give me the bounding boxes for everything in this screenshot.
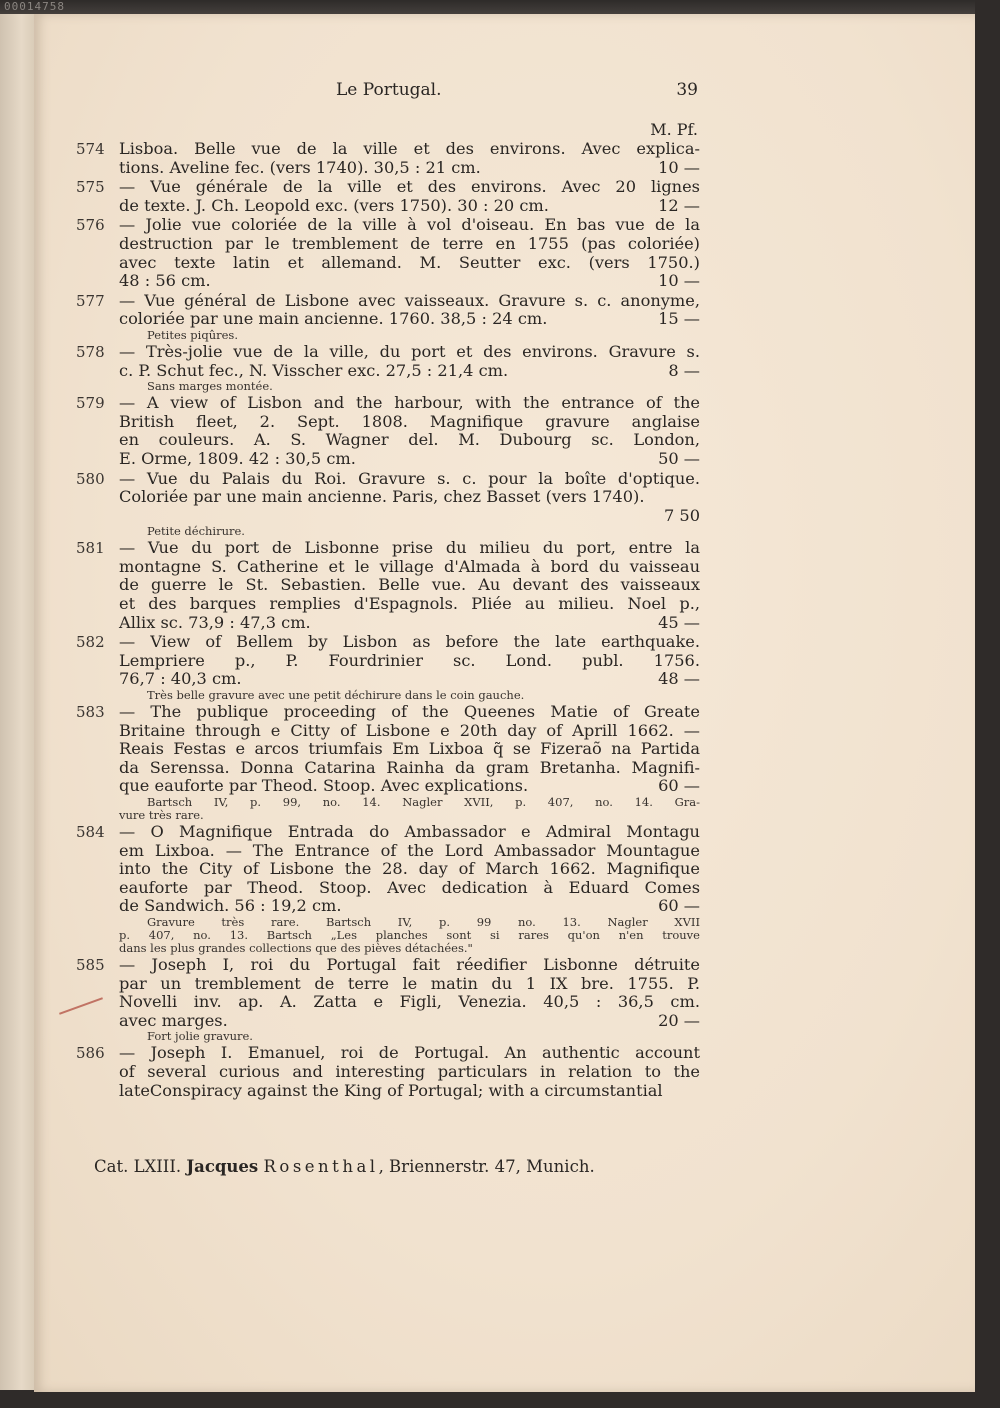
- entry-line: [119, 1082, 700, 1101]
- entry-price: 60 —: [658, 896, 700, 916]
- entry-text: — Jolie vue coloriée de la ville à vol d'oiseau. En bas vue de la: [119, 215, 700, 235]
- footer: [94, 1157, 595, 1176]
- entry-line: [119, 740, 700, 759]
- entry-price: 7 50: [663, 505, 700, 525]
- entry-text: — Vue générale de la ville et des environs. Avec 20 lignes: [119, 177, 700, 197]
- entry-line: [119, 823, 700, 842]
- entry-note: p. 407, no. 13. Bartsch „Les planches sont si rares qu'on n'en trouve: [119, 927, 700, 942]
- entry-price: 20 —: [658, 1010, 700, 1030]
- entry-line: [119, 539, 700, 558]
- entry-line: [119, 759, 700, 778]
- entry-line: [119, 1063, 700, 1082]
- catalog-entry: [76, 216, 700, 290]
- entry-note: Sans marges montée.: [147, 379, 273, 394]
- entry-line: [119, 897, 700, 916]
- entry-text: Britaine through e Citty of Lisbone e 20th day of Aprill 1662. —: [119, 720, 700, 740]
- catalog-entry: [76, 178, 700, 215]
- entry-line: [119, 216, 700, 235]
- scan-right-border: [975, 0, 1000, 1408]
- entry-line: [119, 413, 700, 432]
- entry-number: 583: [76, 703, 105, 722]
- entry-price: 10 —: [658, 271, 700, 291]
- entry-number: 575: [76, 178, 105, 197]
- entry-line: [119, 956, 700, 975]
- entry-text: into the City of Lisbone the 28. day of March 1662. Magnifique: [119, 859, 700, 879]
- entry-number: 574: [76, 140, 105, 158]
- scan-label: 00014758: [4, 0, 65, 13]
- entry-line: [119, 292, 700, 311]
- entry-line: [119, 159, 700, 178]
- entry-price: 8 —: [668, 360, 700, 380]
- entry-text: em Lixboa. — The Entrance of the Lord Ambassador Mountague: [119, 840, 700, 860]
- catalog-entry: [76, 292, 700, 342]
- entry-price: 10 —: [658, 157, 700, 177]
- running-head: [76, 74, 700, 104]
- entry-text: 48 : 56 cm.: [119, 271, 211, 291]
- entry-number: 580: [76, 469, 105, 488]
- catalog-entry: [76, 1044, 700, 1100]
- catalog-entry: [76, 539, 700, 632]
- entry-price: 50 —: [658, 448, 700, 468]
- page-number: 39: [676, 80, 698, 100]
- catalog-entry: [76, 956, 700, 1043]
- entry-text: avec texte latin et allemand. M. Seutter exc. (vers 1750.): [119, 252, 700, 272]
- entry-text: de guerre le St. Sebastien. Belle vue. Au devant des vaisseaux: [119, 575, 700, 595]
- entry-text: — O Magnifique Entrada do Ambassador e Admiral Montagu: [119, 822, 700, 841]
- entry-number: 586: [76, 1044, 105, 1063]
- entry-line: [119, 470, 700, 489]
- entry-number: 579: [76, 394, 105, 413]
- catalog-entry: [76, 394, 700, 468]
- entry-text: coloriée par une main ancienne. 1760. 38,5 : 24 cm.: [119, 309, 548, 329]
- page-left-edge: [0, 14, 36, 1399]
- entry-text: avec marges.: [119, 1010, 228, 1030]
- entry-line: [119, 178, 700, 197]
- entry-text: — A view of Lisbon and the harbour, with the entrance of the: [119, 393, 700, 413]
- entry-price: 15 —: [658, 309, 700, 329]
- entry-line: [119, 975, 700, 994]
- footer-address: , Briennerstr. 47, Munich.: [378, 1157, 595, 1176]
- entry-text: — Joseph I. Emanuel, roi de Portugal. An authentic account: [119, 1043, 700, 1063]
- entry-line: [119, 310, 700, 329]
- entry-number: 585: [76, 955, 105, 974]
- entry-line: [119, 197, 700, 216]
- entry-text: Coloriée par une main ancienne. Paris, chez Basset (vers 1740).: [119, 487, 645, 507]
- catalog-entry: [76, 470, 700, 539]
- entry-text: Lempriere p., P. Fourdrinier sc. Lond. publ. 1756.: [119, 650, 700, 670]
- entry-line: [119, 140, 700, 159]
- entry-line: [119, 879, 700, 898]
- entry-line: [119, 235, 700, 254]
- entry-note: Très belle gravure avec une petit déchirure dans le coin gauche.: [147, 688, 525, 703]
- entry-text: lateConspiracy against the King of Portugal; with a circumstantial: [119, 1080, 663, 1100]
- catalog-entry: [76, 703, 700, 822]
- entry-text: — Vue général de Lisbone avec vaisseaux. Gravure s. c. anonyme,: [119, 290, 700, 310]
- entry-text: — Très-jolie vue de la ville, du port et des environs. Gravure s.: [119, 341, 700, 361]
- footer-firm-last: Rosenthal: [263, 1157, 379, 1176]
- entry-line: [119, 633, 700, 652]
- entry-line: [119, 1012, 700, 1031]
- entry-note: dans les plus grandes collections que des pièves détachées.": [119, 940, 473, 955]
- entry-text: Lisboa. Belle vue de la ville et des environs. Avec explica-: [119, 139, 700, 158]
- entry-note: Gravure très rare. Bartsch IV, p. 99 no. 13. Nagler XVII: [147, 914, 700, 929]
- catalog-entry: [76, 633, 700, 702]
- catalog-entry: [76, 823, 700, 955]
- entry-text: tions. Aveline fec. (vers 1740). 30,5 : 21 cm.: [119, 157, 481, 177]
- entry-text: British fleet, 2. Sept. 1808. Magnifique gravure anglaise: [119, 411, 700, 431]
- entry-text: c. P. Schut fec., N. Visscher exc. 27,5 : 21,4 cm.: [119, 360, 509, 380]
- entry-number: 581: [76, 539, 105, 558]
- entry-line: [119, 777, 700, 796]
- entry-text: en couleurs. A. S. Wagner del. M. Dubourg sc. London,: [119, 430, 700, 450]
- entry-list: [76, 140, 700, 1100]
- entry-line: [119, 431, 700, 450]
- entry-text: E. Orme, 1809. 42 : 30,5 cm.: [119, 448, 356, 468]
- entry-text: de Sandwich. 56 : 19,2 cm.: [119, 896, 342, 916]
- entry-text: par un tremblement de terre le matin du 1 IX bre. 1755. P.: [119, 973, 700, 993]
- entry-text: — View of Bellem by Lisbon as before the late earthquake.: [119, 632, 700, 652]
- entry-line: [119, 272, 700, 291]
- entry-line: [119, 254, 700, 273]
- entry-line: [119, 595, 700, 614]
- entry-line: [119, 394, 700, 413]
- entry-text: eauforte par Theod. Stoop. Avec dedication à Eduard Comes: [119, 877, 700, 897]
- page-content: [76, 74, 700, 1100]
- entry-line: [119, 652, 700, 671]
- entry-line: [119, 722, 700, 741]
- entry-number: 576: [76, 216, 105, 235]
- entry-line: [119, 842, 700, 861]
- footer-firm-first: Jacques: [186, 1157, 259, 1176]
- entry-line: [119, 614, 700, 633]
- entry-note: Petite déchirure.: [147, 524, 245, 539]
- footer-catalog: Cat. LXIII.: [94, 1157, 182, 1176]
- entry-text: destruction par le tremblement de terre en 1755 (pas coloriée): [119, 233, 700, 253]
- entry-line: [119, 860, 700, 879]
- entry-note: vure très rare.: [119, 808, 204, 822]
- entry-number: 578: [76, 342, 105, 361]
- entry-text: montagne S. Catherine et le village d'Almada à bord du vaisseau: [119, 556, 700, 576]
- scan-bottom-border: [0, 1390, 1000, 1408]
- entry-price: 12 —: [658, 195, 700, 215]
- entry-line: [119, 576, 700, 595]
- entry-line: [119, 488, 700, 507]
- entry-text: Allix sc. 73,9 : 47,3 cm.: [119, 612, 311, 632]
- entry-line: [119, 993, 700, 1012]
- entry-note: Petites piqûres.: [147, 327, 238, 342]
- entry-price: 45 —: [658, 612, 700, 632]
- catalog-entry: [76, 343, 700, 393]
- entry-line: [119, 1044, 700, 1063]
- entry-note: Bartsch IV, p. 99, no. 14. Nagler XVII, p. 407, no. 14. Gra-: [147, 795, 700, 809]
- entry-text: 76,7 : 40,3 cm.: [119, 669, 242, 689]
- entry-line: [119, 343, 700, 362]
- entry-line: [119, 362, 700, 381]
- running-head-title: Le Portugal.: [336, 80, 442, 100]
- entry-text: — Vue du port de Lisbonne prise du milieu du port, entre la: [119, 538, 700, 558]
- entry-price: 48 —: [658, 669, 700, 689]
- entry-text: que eauforte par Theod. Stoop. Avec explications.: [119, 776, 529, 796]
- entry-line: [119, 450, 700, 469]
- entry-text: — Joseph I, roi du Portugal fait réedifier Lisbonne détruite: [119, 954, 700, 974]
- entry-text: — The publique proceeding of the Queenes Matie of Greate: [119, 702, 700, 722]
- entry-number: 577: [76, 291, 105, 310]
- entry-number: 582: [76, 633, 105, 652]
- entry-line: [119, 703, 700, 722]
- catalog-entry: [76, 140, 700, 177]
- entry-text: Reais Festas e arcos triumfais Em Lixboa q̃ se Fizeraõ na Partida: [119, 739, 700, 759]
- entry-text: — Vue du Palais du Roi. Gravure s. c. pour la boîte d'optique.: [119, 468, 700, 488]
- entry-text: Novelli inv. ap. A. Zatta e Figli, Venezia. 40,5 : 36,5 cm.: [119, 992, 700, 1012]
- currency-header: M. Pf.: [650, 120, 698, 139]
- entry-text: of several curious and interesting particulars in relation to the: [119, 1061, 700, 1081]
- entry-text: de texte. J. Ch. Leopold exc. (vers 1750). 30 : 20 cm.: [119, 195, 549, 215]
- entry-text: et des barques remplies d'Espagnols. Pliée au milieu. Noel p.,: [119, 594, 700, 614]
- entry-note: Fort jolie gravure.: [147, 1029, 253, 1044]
- entry-line: [119, 558, 700, 577]
- entry-line: [119, 670, 700, 689]
- entry-number: 584: [76, 823, 105, 841]
- entry-text: da Serenssa. Donna Catarina Rainha da gram Bretanha. Magnifi-: [119, 757, 700, 777]
- entry-price: 60 —: [658, 776, 700, 796]
